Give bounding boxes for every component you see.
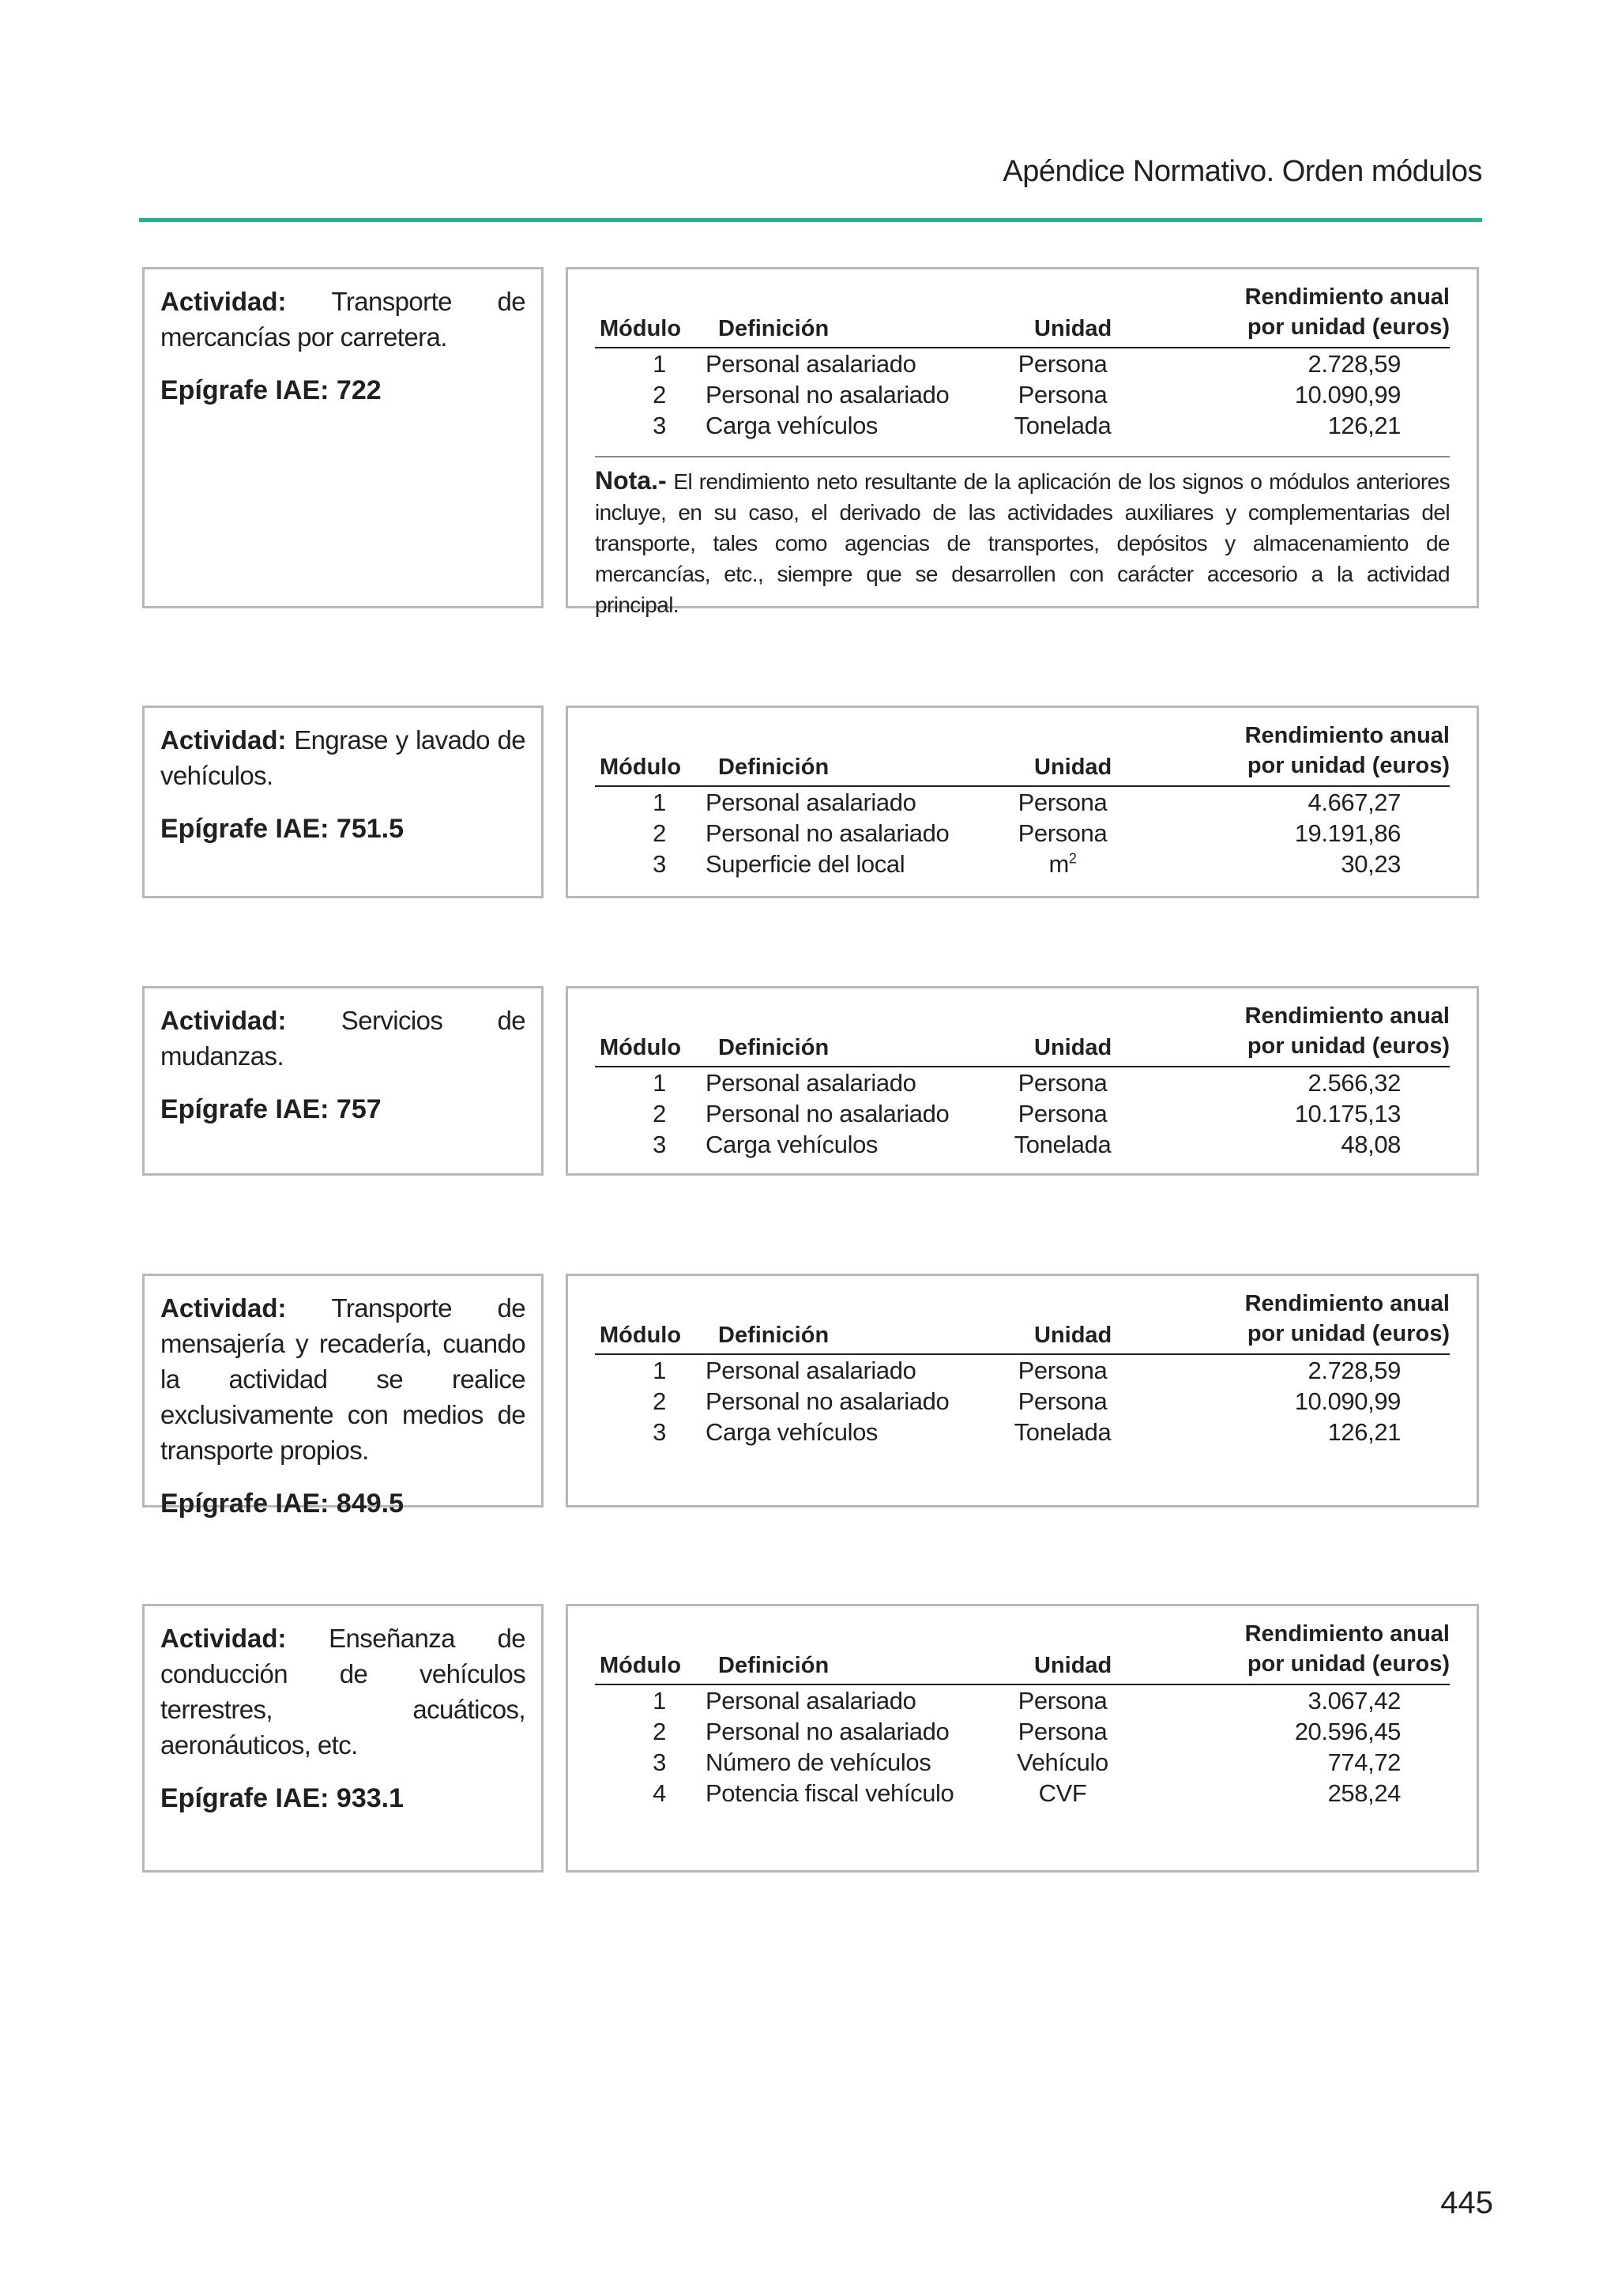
epigrafe-iae: Epígrafe IAE: 722: [160, 375, 382, 405]
col-rendimiento: [1245, 1289, 1450, 1349]
cell-modulo: 3: [653, 1748, 666, 1776]
cell-modulo: 1: [653, 1069, 666, 1097]
running-header: Apéndice Normativo. Orden módulos: [1003, 155, 1482, 188]
table-row: [595, 1687, 1450, 1718]
col-definicion: Definición: [718, 1323, 830, 1348]
cell-modulo: 3: [653, 850, 666, 878]
cell-unidad: Vehículo: [1017, 1748, 1108, 1776]
cell-definicion: Personal asalariado: [706, 1357, 916, 1384]
cell-rendimiento: 19.191,86: [1294, 819, 1401, 847]
col-rendimiento-line2: por unidad (euros): [1247, 753, 1450, 778]
col-unidad: Unidad: [1034, 316, 1112, 341]
activity-text: Engrase y lavado de vehículos.: [160, 725, 526, 790]
activity-description: [160, 1620, 525, 1763]
table-header: [595, 269, 1450, 348]
cell-definicion: Personal no asalariado: [706, 1387, 950, 1415]
cell-definicion: Personal no asalariado: [706, 381, 950, 408]
cell-rendimiento: 2.728,59: [1308, 350, 1401, 378]
cell-rendimiento: 126,21: [1327, 1418, 1401, 1446]
cell-definicion: Carga vehículos: [706, 1418, 879, 1446]
cell-unidad: [974, 850, 1151, 879]
cell-rendimiento: 258,24: [1327, 1779, 1401, 1807]
epigrafe-iae: Epígrafe IAE: 751.5: [160, 814, 404, 844]
cell-unidad: Persona: [1018, 1357, 1108, 1384]
table-row: [595, 789, 1450, 819]
col-rendimiento: [1245, 282, 1450, 342]
table-header: [595, 988, 1450, 1067]
activity-label: Actividad:: [160, 1624, 287, 1653]
col-rendimiento-line1: Rendimiento anual: [1244, 1003, 1450, 1029]
cell-unidad: Tonelada: [1014, 1131, 1112, 1158]
table-row: [595, 1779, 1450, 1810]
epigrafe-iae: Epígrafe IAE: 933.1: [160, 1783, 404, 1813]
cell-definicion: Carga vehículos: [706, 412, 879, 439]
cell-unidad: Tonelada: [1014, 1418, 1112, 1446]
table-row: [595, 381, 1450, 412]
cell-unidad: Persona: [1018, 1718, 1108, 1745]
modules-table: [566, 706, 1479, 898]
cell-definicion: Personal asalariado: [706, 1069, 916, 1097]
cell-modulo: 2: [653, 819, 666, 847]
cell-modulo: 3: [653, 1131, 666, 1158]
activity-box: [142, 706, 544, 898]
cell-rendimiento: 2.566,32: [1308, 1069, 1401, 1097]
table-row: [595, 1069, 1450, 1100]
cell-unidad: Persona: [1018, 1100, 1108, 1127]
col-unidad: Unidad: [1034, 1035, 1112, 1060]
header-rule: [139, 218, 1482, 222]
cell-definicion: Personal asalariado: [706, 1687, 916, 1714]
cell-rendimiento: 3.067,42: [1308, 1687, 1401, 1714]
table-header: [595, 1276, 1450, 1355]
cell-unidad: Tonelada: [1014, 412, 1112, 439]
cell-modulo: 1: [653, 789, 666, 816]
cell-rendimiento: 2.728,59: [1308, 1357, 1401, 1384]
cell-modulo: 2: [653, 1387, 666, 1415]
modules-table: [566, 986, 1479, 1176]
table-row: [595, 819, 1450, 850]
cell-definicion: Personal asalariado: [706, 789, 916, 816]
table-row: [595, 1131, 1450, 1161]
cell-modulo: 1: [653, 1357, 666, 1384]
note-text: El rendimiento neto resultante de la aplicación de los signos o módulos anteriores incluye, en su caso, el derivado de las actividades auxiliares y complementarias del transporte, tales como agencias de transportes, depósitos y almacenamiento de mercancías, etc., siempre que se desarrollen con carácter accesorio a la actividad principal.: [595, 469, 1450, 617]
col-rendimiento-line1: Rendimiento anual: [1244, 1291, 1450, 1316]
col-rendimiento: [1245, 1619, 1450, 1679]
cell-definicion: Personal asalariado: [706, 350, 916, 378]
table-row: [595, 1418, 1450, 1449]
col-modulo: Módulo: [600, 1323, 682, 1348]
cell-modulo: 3: [653, 1418, 666, 1446]
table-row: [595, 1748, 1450, 1779]
activity-description: [160, 284, 525, 355]
activity-text: Enseñanza de conducción de vehículos terrestres, acuáticos, aeronáuticos, etc.: [160, 1624, 525, 1760]
activity-text: Transporte de mercancías por carretera.: [160, 287, 525, 352]
col-definicion: Definición: [718, 1653, 830, 1678]
table-row: [595, 1718, 1450, 1748]
modules-table: [566, 267, 1479, 617]
col-rendimiento: [1245, 1001, 1450, 1061]
cell-unidad: Persona: [1018, 1687, 1108, 1714]
unit-text: m: [1048, 850, 1069, 878]
cell-modulo: 3: [653, 412, 666, 439]
activity-text: Transporte de mensajería y recadería, cuando la actividad se realice exclusivamente con medios de transporte propios.: [160, 1293, 525, 1465]
table-row: [595, 1387, 1450, 1418]
table-header: [595, 1606, 1450, 1685]
col-definicion: Definición: [718, 316, 830, 341]
col-rendimiento-line1: Rendimiento anual: [1244, 723, 1450, 748]
activity-description: [160, 1290, 525, 1468]
activity-text: Servicios de mudanzas.: [160, 1006, 525, 1071]
cell-rendimiento: 10.090,99: [1294, 1387, 1401, 1415]
cell-modulo: 2: [653, 381, 666, 408]
col-rendimiento-line2: por unidad (euros): [1247, 314, 1450, 340]
note-divider: [595, 456, 1450, 457]
activity-label: Actividad:: [160, 287, 287, 316]
note-label: Nota.-: [595, 466, 667, 495]
col-rendimiento-line2: por unidad (euros): [1247, 1651, 1450, 1677]
cell-modulo: 1: [653, 1687, 666, 1714]
col-definicion: Definición: [718, 1035, 830, 1060]
cell-rendimiento: 4.667,27: [1308, 789, 1401, 816]
col-rendimiento-line2: por unidad (euros): [1247, 1033, 1450, 1059]
cell-modulo: 2: [653, 1100, 666, 1127]
table-row: [595, 1357, 1450, 1387]
activity-box: [142, 1274, 544, 1519]
cell-definicion: Potencia fiscal vehículo: [706, 1779, 954, 1807]
col-modulo: Módulo: [600, 1653, 682, 1678]
col-modulo: Módulo: [600, 316, 682, 341]
activity-box: [142, 267, 544, 608]
col-rendimiento-line1: Rendimiento anual: [1244, 1621, 1450, 1647]
cell-unidad: CVF: [1038, 1779, 1087, 1807]
cell-definicion: Carga vehículos: [706, 1131, 879, 1158]
table-row: [595, 850, 1450, 881]
col-definicion: Definición: [718, 755, 830, 780]
activity-label: Actividad:: [160, 1006, 287, 1035]
cell-unidad: Persona: [1018, 819, 1108, 847]
cell-unidad: Persona: [1018, 350, 1108, 378]
cell-definicion: Superficie del local: [706, 850, 905, 878]
col-modulo: Módulo: [600, 1035, 682, 1060]
activity-box: [142, 986, 544, 1176]
modules-table: [566, 1274, 1479, 1507]
cell-unidad: Persona: [1018, 1387, 1108, 1415]
cell-unidad: Persona: [1018, 381, 1108, 408]
cell-definicion: Personal no asalariado: [706, 1718, 950, 1745]
col-modulo: Módulo: [600, 755, 682, 780]
cell-definicion: Número de vehículos: [706, 1748, 931, 1776]
cell-modulo: 2: [653, 1718, 666, 1745]
table-row: [595, 350, 1450, 381]
cell-rendimiento: 10.090,99: [1294, 381, 1401, 408]
table-row: [595, 412, 1450, 442]
epigrafe-iae: Epígrafe IAE: 849.5: [160, 1489, 404, 1519]
cell-rendimiento: 30,23: [1341, 850, 1401, 878]
cell-modulo: 4: [653, 1779, 666, 1807]
modules-table: [566, 1604, 1479, 1873]
table-row: [595, 1100, 1450, 1131]
cell-unidad: Persona: [1018, 789, 1108, 816]
col-rendimiento-line2: por unidad (euros): [1247, 1321, 1450, 1346]
col-unidad: Unidad: [1034, 1653, 1112, 1678]
epigrafe-iae: Epígrafe IAE: 757: [160, 1094, 382, 1124]
cell-rendimiento: 48,08: [1341, 1131, 1401, 1158]
table-note: [595, 465, 1450, 620]
cell-rendimiento: 126,21: [1327, 412, 1401, 439]
activity-label: Actividad:: [160, 725, 287, 755]
cell-unidad: Persona: [1018, 1069, 1108, 1097]
unit-superscript: 2: [1068, 850, 1077, 867]
col-unidad: Unidad: [1034, 1323, 1112, 1348]
activity-description: [160, 722, 525, 793]
cell-rendimiento: 774,72: [1327, 1748, 1401, 1776]
col-rendimiento-line1: Rendimiento anual: [1244, 284, 1450, 310]
activity-description: [160, 1003, 525, 1074]
cell-modulo: 1: [653, 350, 666, 378]
cell-definicion: Personal no asalariado: [706, 1100, 950, 1127]
cell-rendimiento: 10.175,13: [1294, 1100, 1401, 1127]
cell-definicion: Personal no asalariado: [706, 819, 950, 847]
cell-rendimiento: 20.596,45: [1294, 1718, 1401, 1745]
activity-label: Actividad:: [160, 1293, 287, 1323]
col-rendimiento: [1245, 721, 1450, 781]
table-header: [595, 708, 1450, 787]
col-unidad: Unidad: [1034, 755, 1112, 780]
page-number: 445: [1440, 2185, 1493, 2220]
activity-box: [142, 1604, 544, 1873]
